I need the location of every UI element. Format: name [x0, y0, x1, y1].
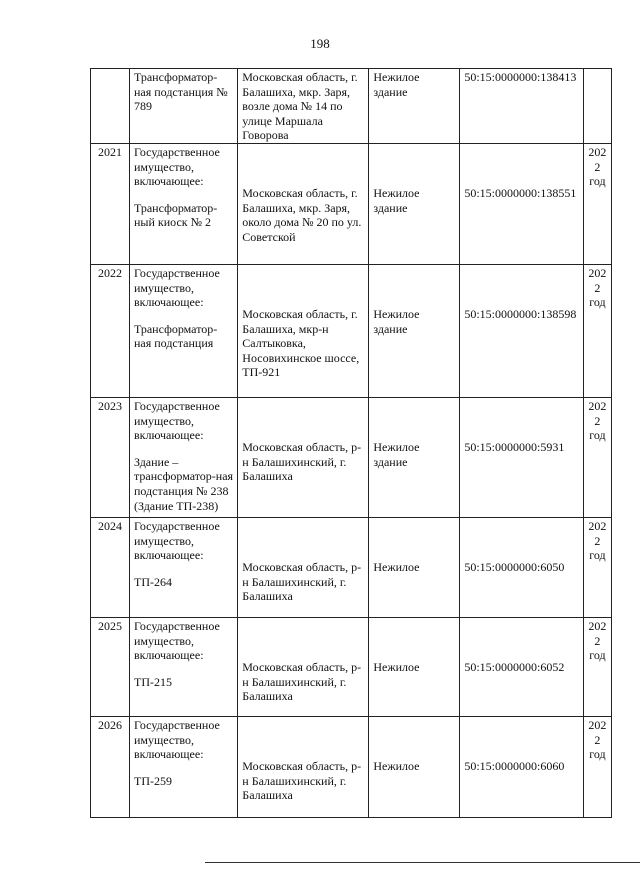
- group-label: Государственное имущество, включающее:: [133, 398, 220, 443]
- object-type-cell: [369, 617, 460, 716]
- object-address-cell: [238, 397, 369, 517]
- cadastral-number: 50:15:0000000:138551: [464, 185, 577, 200]
- table-row: [91, 716, 612, 817]
- page-number: 198: [310, 36, 330, 51]
- object-type: Нежилое здание: [369, 69, 460, 144]
- year: 2022 год: [583, 716, 611, 817]
- object-name: Трансформатор-ный киоск № 2: [133, 200, 218, 230]
- row-number: 2022: [91, 264, 130, 397]
- table-row: [91, 69, 612, 144]
- object-address: Московская область, г. Балашиха, мкр. Заря, около дома № 20 по ул. Советской: [242, 185, 362, 244]
- cadastral-number: 50:15:0000000:6050: [464, 559, 565, 574]
- cadastral-number-cell: [460, 264, 583, 397]
- object-name: ТП-259: [133, 773, 172, 788]
- bottom-rule: [205, 862, 640, 863]
- object-address: Московская область, р-н Балашихинский, г. Балашиха: [242, 439, 362, 484]
- cadastral-number: 50:15:0000000:138413: [460, 69, 583, 144]
- object-type: Нежилое здание: [373, 185, 420, 215]
- object-name: Здание – трансформатор-ная подстанция № 238 (Здание ТП-238): [133, 454, 234, 513]
- cadastral-number: 50:15:0000000:6052: [464, 659, 565, 674]
- object-description: [129, 517, 237, 617]
- object-address-cell: [238, 264, 369, 397]
- object-name: ТП-264: [133, 574, 172, 589]
- object-address-cell: [238, 716, 369, 817]
- row-number: 2025: [91, 617, 130, 716]
- object-address: Московская область, р-н Балашихинский, г. Балашиха: [242, 659, 362, 704]
- object-type: Нежилое: [373, 659, 420, 674]
- object-address: Московская область, г. Балашиха, мкр. Заря, возле дома № 14 по улице Маршала Говорова: [238, 69, 369, 144]
- property-registry-table: [90, 68, 612, 818]
- table-row: [91, 517, 612, 617]
- cadastral-number-cell: [460, 617, 583, 716]
- object-type-cell: [369, 517, 460, 617]
- object-address-cell: [238, 143, 369, 264]
- object-type-cell: [369, 264, 460, 397]
- object-description: [129, 264, 237, 397]
- table-row: [91, 143, 612, 264]
- row-number: 2026: [91, 716, 130, 817]
- object-type: Нежилое: [373, 559, 420, 574]
- row-number: [91, 69, 130, 144]
- row-number: 2023: [91, 397, 130, 517]
- object-address: Московская область, р-н Балашихинский, г. Балашиха: [242, 559, 362, 604]
- object-address-cell: [238, 517, 369, 617]
- year: 2022 год: [583, 517, 611, 617]
- row-number: 2024: [91, 517, 130, 617]
- object-name: Трансформатор-ная подстанция: [133, 321, 218, 351]
- table-row: [91, 264, 612, 397]
- object-description: [129, 143, 237, 264]
- year: 2022 год: [583, 617, 611, 716]
- object-type-cell: [369, 397, 460, 517]
- group-label: Государственное имущество, включающее:: [133, 144, 220, 189]
- object-address-cell: [238, 617, 369, 716]
- table-row: [91, 397, 612, 517]
- group-label: Государственное имущество, включающее:: [133, 618, 220, 663]
- cadastral-number-cell: [460, 517, 583, 617]
- year: 2022 год: [583, 264, 611, 397]
- year: 2022 год: [583, 397, 611, 517]
- cadastral-number-cell: [460, 716, 583, 817]
- object-type: Нежилое: [373, 758, 420, 773]
- object-description: [129, 716, 237, 817]
- object-type-cell: [369, 716, 460, 817]
- object-type: Нежилое здание: [373, 306, 420, 336]
- object-address: Московская область, р-н Балашихинский, г. Балашиха: [242, 758, 362, 803]
- object-type: Нежилое здание: [373, 439, 420, 469]
- object-address: Московская область, г. Балашиха, мкр-н Салтыковка, Носовихинское шоссе, ТП-921: [242, 306, 360, 380]
- group-label: Государственное имущество, включающее:: [133, 265, 220, 310]
- table-row: [91, 617, 612, 716]
- cadastral-number-cell: [460, 397, 583, 517]
- row-number: 2021: [91, 143, 130, 264]
- object-description: [129, 397, 237, 517]
- group-label: Государственное имущество, включающее:: [133, 717, 220, 762]
- object-type-cell: [369, 143, 460, 264]
- object-name: Трансформатор-ная подстанция № 789: [129, 69, 237, 144]
- object-name: ТП-215: [133, 674, 172, 689]
- year: [583, 69, 611, 144]
- cadastral-number: 50:15:0000000:6060: [464, 758, 565, 773]
- cadastral-number-cell: [460, 143, 583, 264]
- cadastral-number: 50:15:0000000:138598: [464, 306, 577, 321]
- object-description: [129, 617, 237, 716]
- cadastral-number: 50:15:0000000:5931: [464, 439, 565, 454]
- year: 2022 год: [583, 143, 611, 264]
- group-label: Государственное имущество, включающее:: [133, 518, 220, 563]
